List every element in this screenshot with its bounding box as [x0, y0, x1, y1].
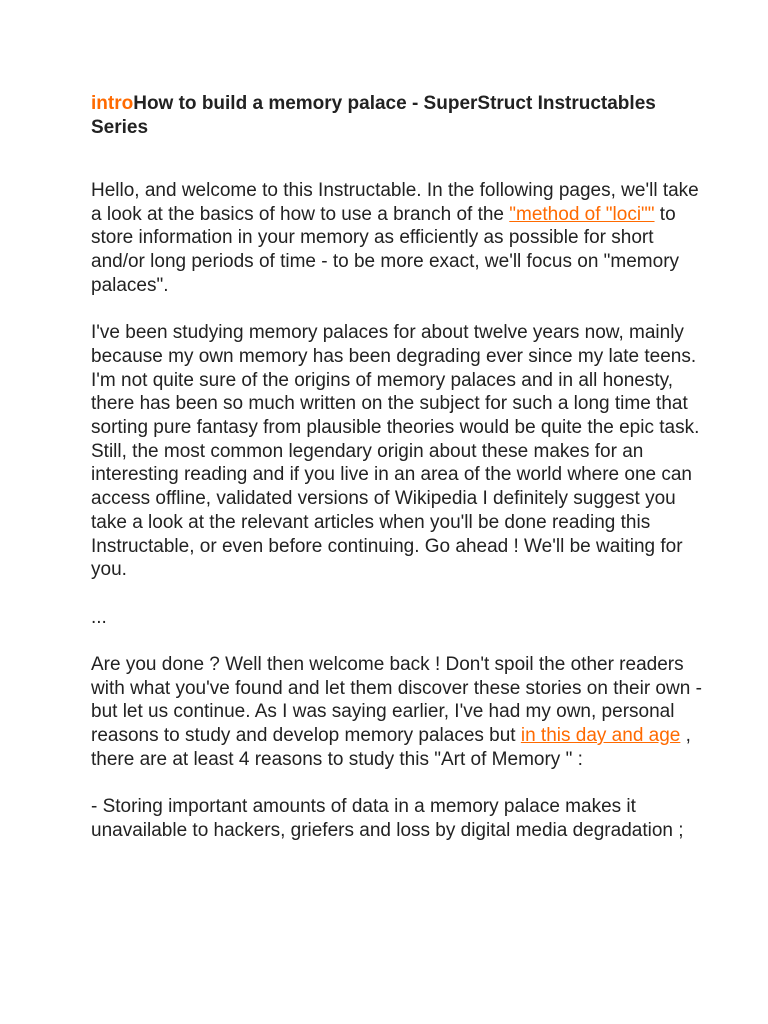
- paragraph-welcome-before: Hello, and welcome to this Instructable. In the following pages, we'll take a look at the basics of how to use a branch of the: [91, 180, 699, 225]
- paragraph-reasons-after: , there are at least 4 reasons to study this "Art of Memory " :: [91, 725, 691, 770]
- title-text: How to build a memory palace - SuperStruct Instructables Series: [91, 93, 656, 138]
- page-title: [91, 92, 711, 140]
- in-this-day-and-age-link[interactable]: in this day and age: [520, 725, 681, 747]
- paragraph-background: I've been studying memory palaces for about twelve years now, mainly because my own memory has been degrading ever since my late teens. I'm not quite sure of the origins of memory palaces and in all honesty, there has been so much written on the subject for such a long time that sorting pure fantasy from plausible theories would be quite the epic task. Still, the most common legendary origin about these makes for an interesting reading and if you live in an area of the world where one can access offline, validated versions of Wikipedia I definitely suggest you take a look at the relevant articles when you'll be done reading this Instructable, or even before continuing. Go ahead ! We'll be waiting for you.: [91, 322, 700, 581]
- paragraph-welcome: [91, 179, 711, 298]
- title-tag: intro: [91, 93, 134, 114]
- document-page: [91, 92, 711, 866]
- paragraph-reasons-before: Are you done ? Well then welcome back ! Don't spoil the other readers with what you've found and let them discover these stories on their own - but let us continue. As I was saying earlier, I've had my own, personal reasons to study and develop memory palaces but: [91, 654, 702, 747]
- paragraph-reasons-intro: [91, 653, 711, 772]
- paragraph-reason-one: - Storing important amounts of data in a memory palace makes it unavailable to hackers, griefers and loss by digital media degradation ;: [91, 796, 684, 841]
- paragraph-welcome-after: to store information in your memory as efficiently as possible for short and/or long periods of time - to be more exact, we'll focus on "memory palaces".: [91, 203, 680, 296]
- method-of-loci-link[interactable]: "method of "loci"": [509, 203, 655, 225]
- paragraph-ellipsis: ...: [91, 606, 107, 628]
